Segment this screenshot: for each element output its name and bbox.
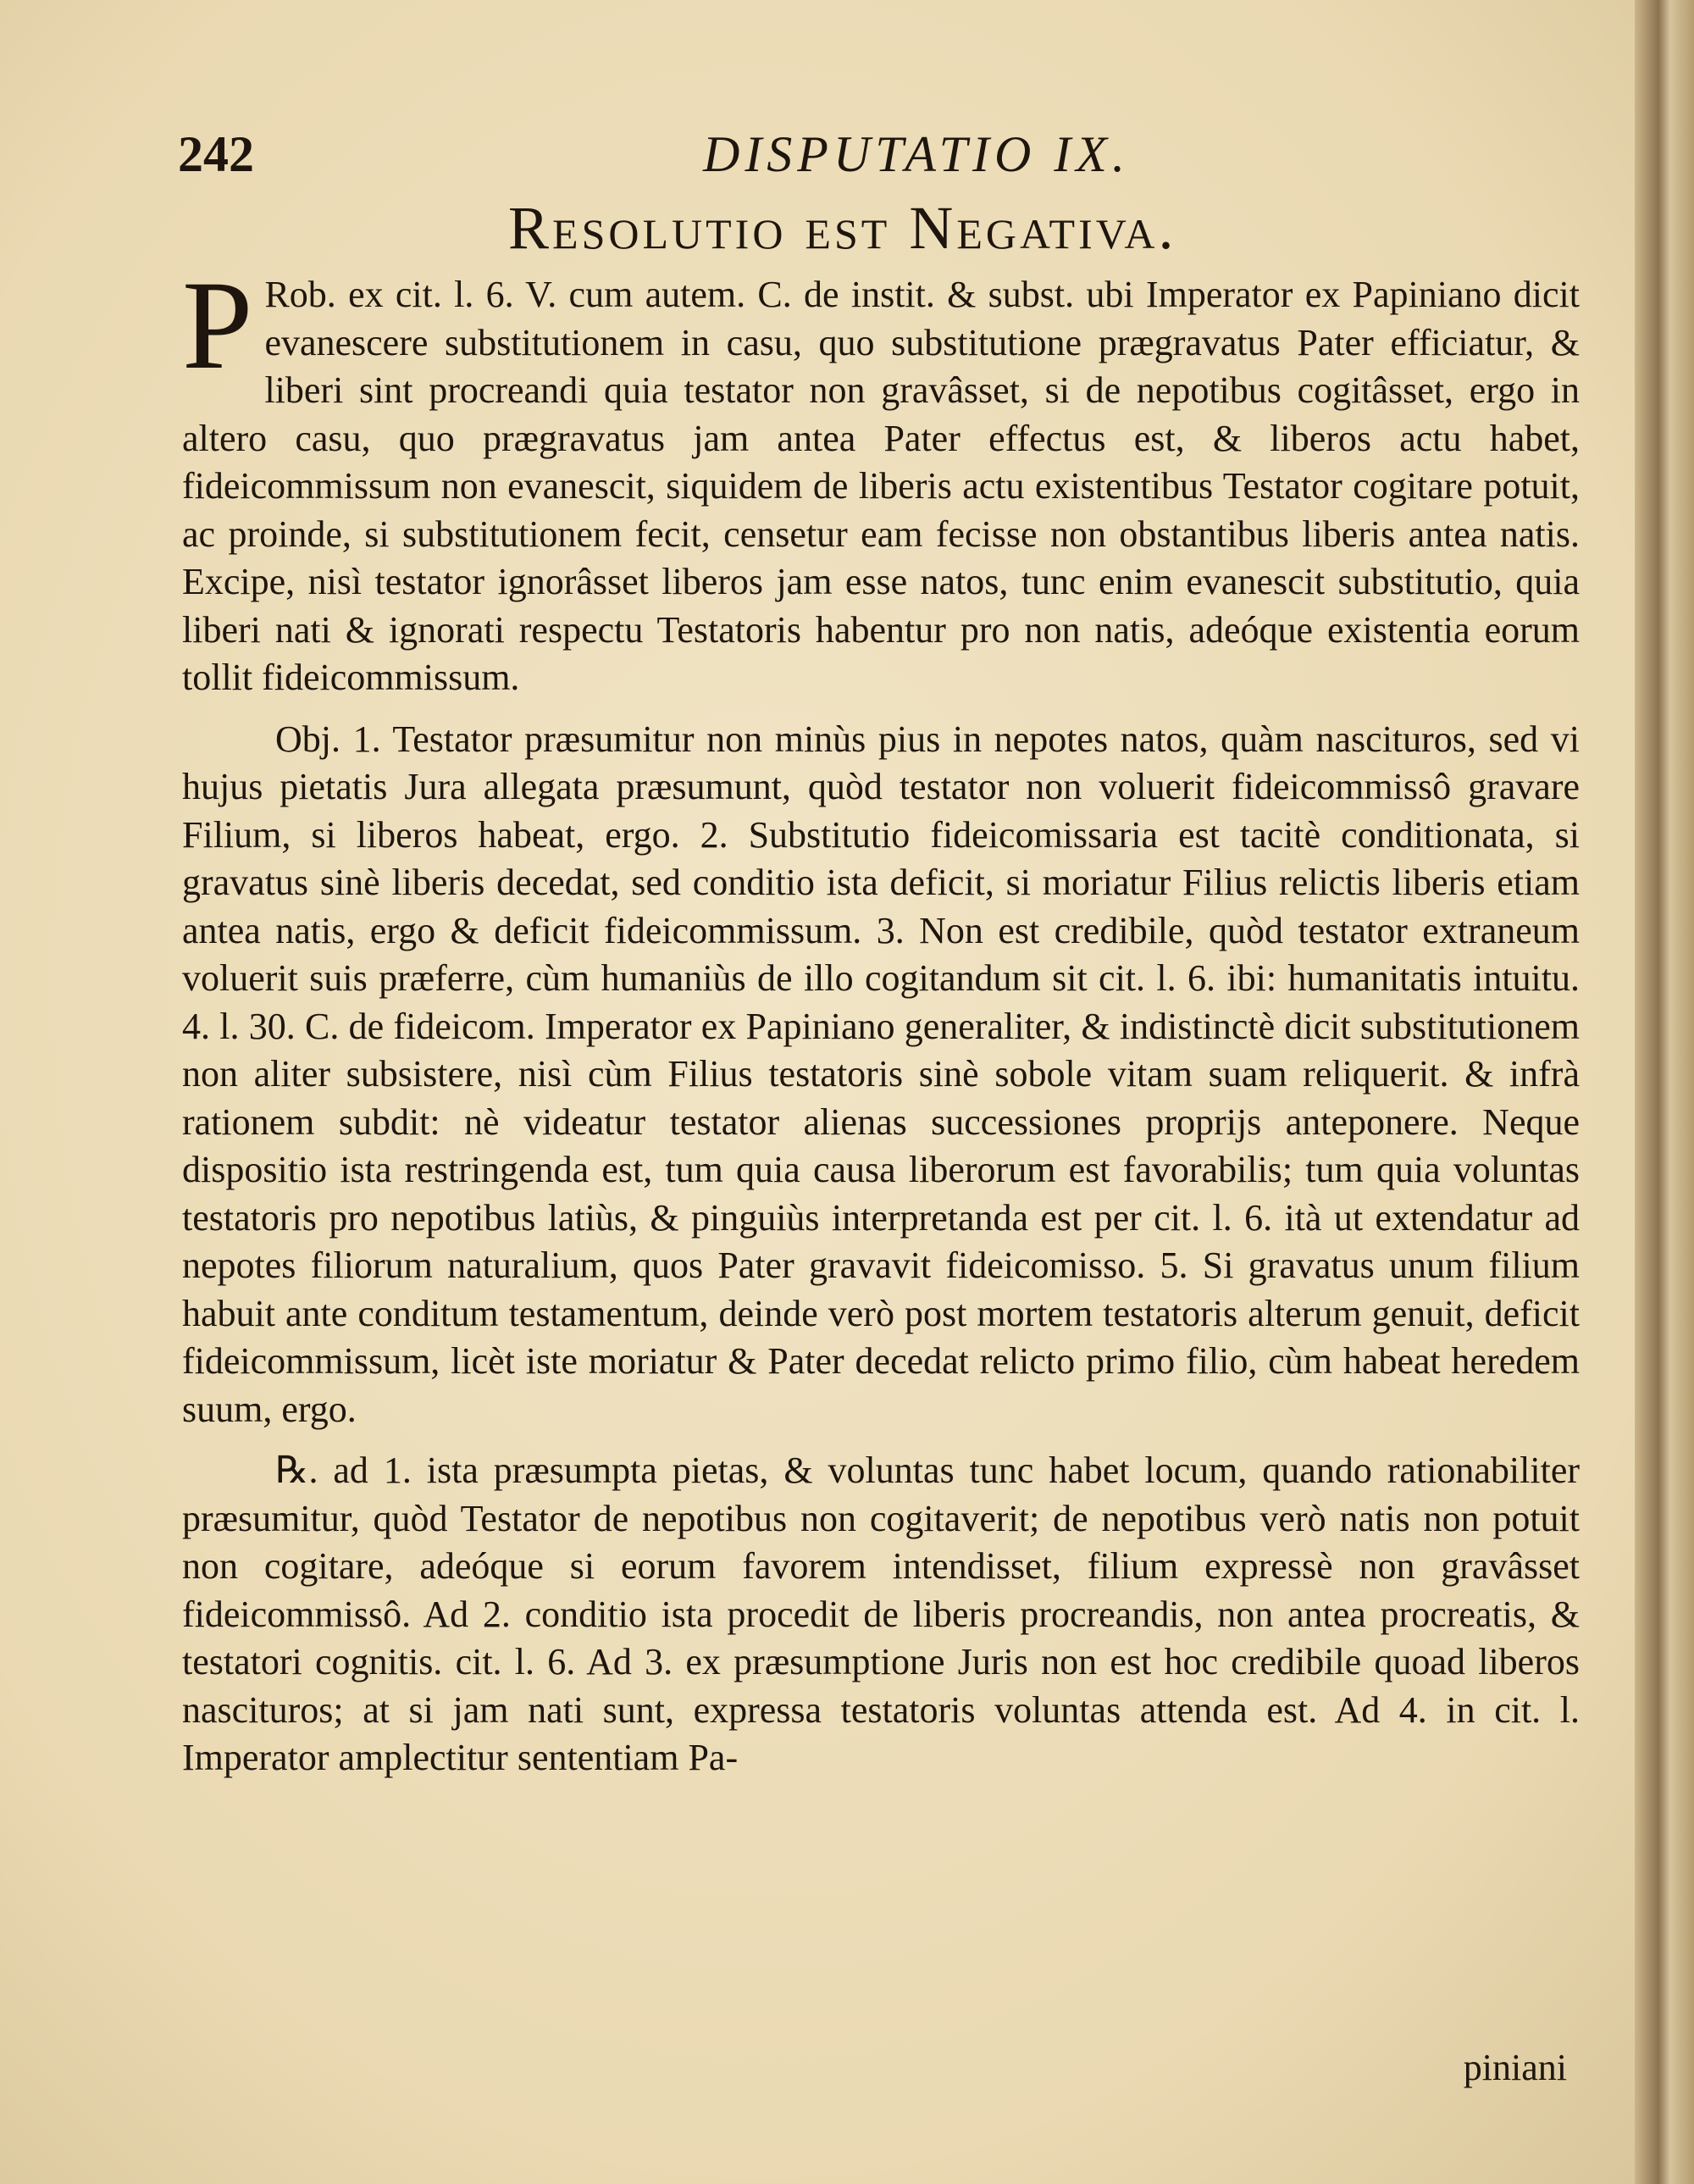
book-spine-edge: [1635, 0, 1694, 2184]
page-number: 242: [178, 126, 254, 182]
paragraph-3: ℞. ad 1. ista præsumpta pietas, & voluntas tunc habet locum, quando rationabiliter præsumitur, quòd Testator de nepotibus non cogitaverit; de nepotibus verò natis non potuit non cogitare, adeóque si eorum favorem intendisset, filium expressè non gravâsset fideicommissô. Ad 2. conditio ista procedit de liberis procreandis, non antea procreatis, & testatori cognitis. cit. l. 6. Ad 3. ex præsumptione Juris non est hoc credibile quoad liberos nascituros; at si jam nati sunt, expressa testatoris voluntas attenda est. Ad 4. in cit. l. Imperator amplectitur sententiam Pa-: [182, 1450, 1580, 1778]
paragraph-1-text: Rob. ex cit. l. 6. V. cum autem. C. de instit. & subst. ubi Imperator ex Papiniano dicit evanescere substitutionem in casu, quo substitutione prægravatus Pater efficiatur, & liberi sint procreandi quia testator non gravâsset, si de nepotibus cogitâsset, ergo in altero casu, quo prægravatus jam antea Pater effectus est, & liberos actu habet, fideicommissum non evanescit, siquidem de liberis actu existentibus Testator cogitare potuit, ac proinde, si substitutionem fecit, censetur eam fecisse non obstantibus liberis antea natis. Excipe, nisì testator ignorâsset liberos jam esse natos, tunc enim evanescit substitutio, quia liberi nati & ignorati respectu Testatoris habentur pro non natis, adeóque existentia eorum tollit fideicommissum.: [182, 274, 1580, 698]
paragraph-2: Obj. 1. Testator præsumitur non minùs pius in nepotes natos, quàm nascituros, sed vi hujus pietatis Jura allegata præsumunt, quòd testator non voluerit fideicommissô gravare Filium, si liberos habeat, ergo. 2. Substitutio fideicomissaria est tacitè conditionata, si gravatus sinè liberis decedat, sed conditio ista deficit, si moriatur Filius relictis liberis etiam antea natis, ergo & deficit fideicommissum. 3. Non est credibile, quòd testator extraneum voluerit suis præferre, cùm humaniùs de illo cogitandum sit cit. l. 6. ibi: humanitatis intuitu. 4. l. 30. C. de fideicom. Imperator ex Papiniano generaliter, & indistinctè dicit substitutionem non aliter subsistere, nisì cùm Filius testatoris sinè sobole vitam suam reliquerit. & infrà rationem subdit: nè videatur testator alienas successiones proprijs anteponere. Neque dispositio ista restringenda est, tum quia causa liberorum est favorabilis; tum quia voluntas testatoris pro nepotibus latiùs, & pinguiùs interpretanda est per cit. l. 6. ità ut extendatur ad nepotes filiorum naturalium, quos Pater gravavit fideicomisso. 5. Si gravatus unum filium habuit ante conditum testamentum, deinde verò post mortem testatoris alterum genuit, deficit fideicommissum, licèt iste moriatur & Pater decedat relicto primo filio, cùm habeat heredem suum, ergo.: [182, 718, 1580, 1430]
drop-cap: P: [182, 255, 253, 396]
running-head: DISPUTATIO IX.: [703, 126, 1130, 182]
page-header: [178, 125, 1567, 193]
section-title: Resolutio est Negativa.: [508, 194, 1177, 262]
catchword: piniani: [1463, 2047, 1567, 2088]
paragraph-1: [182, 255, 1580, 702]
body-text: [182, 255, 1580, 1782]
